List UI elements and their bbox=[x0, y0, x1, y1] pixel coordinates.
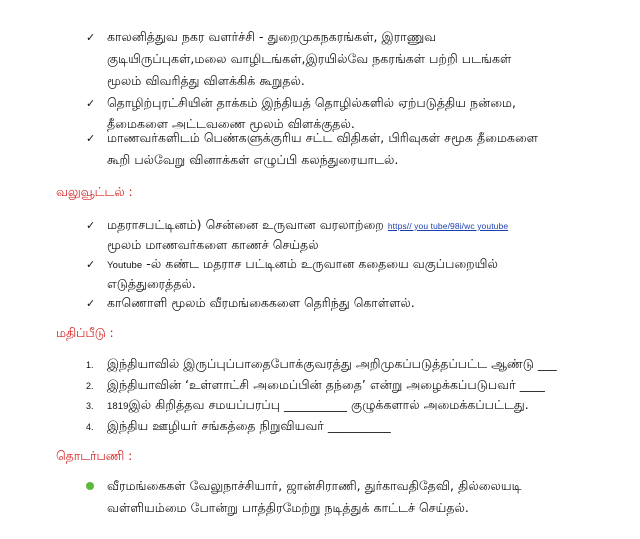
check-bullet-icon: ✓ bbox=[86, 297, 96, 310]
assessment-heading: மதிப்பீடு : bbox=[56, 325, 114, 340]
section1-item1-line1: காலனித்துவ நகர வளர்ச்சி - துறைமுகநகரங்கள், இராணுவ bbox=[107, 29, 437, 44]
reinforcement-item1-text: மதராசபட்டினம்) சென்னை உருவான வரலாற்றை bbox=[107, 217, 384, 232]
section1-item1-line3: மூலம் விவரித்து விளக்கிக் கூறுதல். bbox=[107, 73, 305, 88]
reinforcement-item2-text: -ல் கண்ட மதராச பட்டினம் உருவான கதையை வகுப்பறையில் bbox=[142, 256, 498, 271]
section1-item2-line2: தீமைகளை அட்டவணை மூலம் விளக்குதல். bbox=[107, 116, 355, 131]
check-bullet-icon: ✓ bbox=[86, 219, 96, 232]
followup-line2: வள்ளியம்மை போன்று பாத்திரமேற்று நடித்துக் காட்டச் செய்தல். bbox=[107, 500, 469, 515]
question-1: இந்தியாவில் இருப்புப்பாதைபோக்குவரத்து அறிமுகப்படுத்தப்பட்ட ஆண்டு ___ bbox=[107, 356, 557, 371]
question-number: 2. bbox=[86, 381, 94, 391]
check-bullet-icon: ✓ bbox=[86, 31, 96, 44]
section1-item3-line1: மாணவர்களிடம் பெண்களுக்குரிய சட்ட விதிகள், பிரிவுகள் சமூக தீமைகளை bbox=[107, 130, 538, 145]
followup-heading: தொடர்பணி : bbox=[56, 448, 133, 463]
question-3-text: இல் கிறித்தவ சமயப்பரப்பு __________ குழுக்களால் அமைக்கப்பட்டது. bbox=[128, 397, 529, 412]
reinforcement-item3: காணொளி மூலம் வீரமங்கைகளை தெரிந்து கொள்ளல். bbox=[107, 295, 415, 310]
question-3-year: 1819 bbox=[107, 401, 129, 412]
section1-item3-line2: கூறி பல்வேறு வினாக்கள் எழுப்பி கலந்துரையாடல். bbox=[107, 152, 399, 167]
question-2: இந்தியாவின் ‘உள்ளாட்சி அமைப்பின் தந்தை’ என்று அழைக்கப்படுபவர் ____ bbox=[107, 377, 545, 392]
reinforcement-item1-line1 bbox=[107, 217, 508, 234]
reinforcement-item2-line1 bbox=[107, 256, 498, 274]
question-4: இந்திய ஊழியர் சங்கத்தை நிறுவியவர் __________ bbox=[107, 418, 391, 433]
green-dot-bullet-icon bbox=[86, 482, 94, 490]
reinforcement-heading: வலுவூட்டல் : bbox=[56, 184, 133, 199]
youtube-link[interactable]: https// you tube/98i/wc youtube bbox=[387, 221, 509, 231]
followup-line1: வீரமங்கைகள் வேலுநாச்சியார், ஜான்சிராணி, துர்காவதிதேவி, தில்லையடி bbox=[107, 478, 522, 493]
reinforcement-item1-line2: மூலம் மாணவர்களை காணச் செய்தல் bbox=[107, 237, 319, 252]
question-number: 1. bbox=[86, 360, 94, 370]
check-bullet-icon: ✓ bbox=[86, 258, 96, 271]
check-bullet-icon: ✓ bbox=[86, 97, 96, 110]
question-3 bbox=[107, 397, 529, 415]
question-number: 3. bbox=[86, 401, 94, 411]
check-bullet-icon: ✓ bbox=[86, 132, 96, 145]
youtube-word: Youtube bbox=[107, 260, 143, 271]
section1-item2-line1: தொழிற்புரட்சியின் தாக்கம் இந்தியத் தொழில்களில் ஏற்படுத்திய நன்மை, bbox=[107, 95, 517, 110]
question-number: 4. bbox=[86, 422, 94, 432]
reinforcement-item2-line2: எடுத்துரைத்தல். bbox=[107, 276, 196, 291]
section1-item1-line2: குடியிருப்புகள்,மலை வாழிடங்கள்,இரயில்வே நகரங்கள் பற்றி படங்கள் bbox=[107, 51, 512, 66]
